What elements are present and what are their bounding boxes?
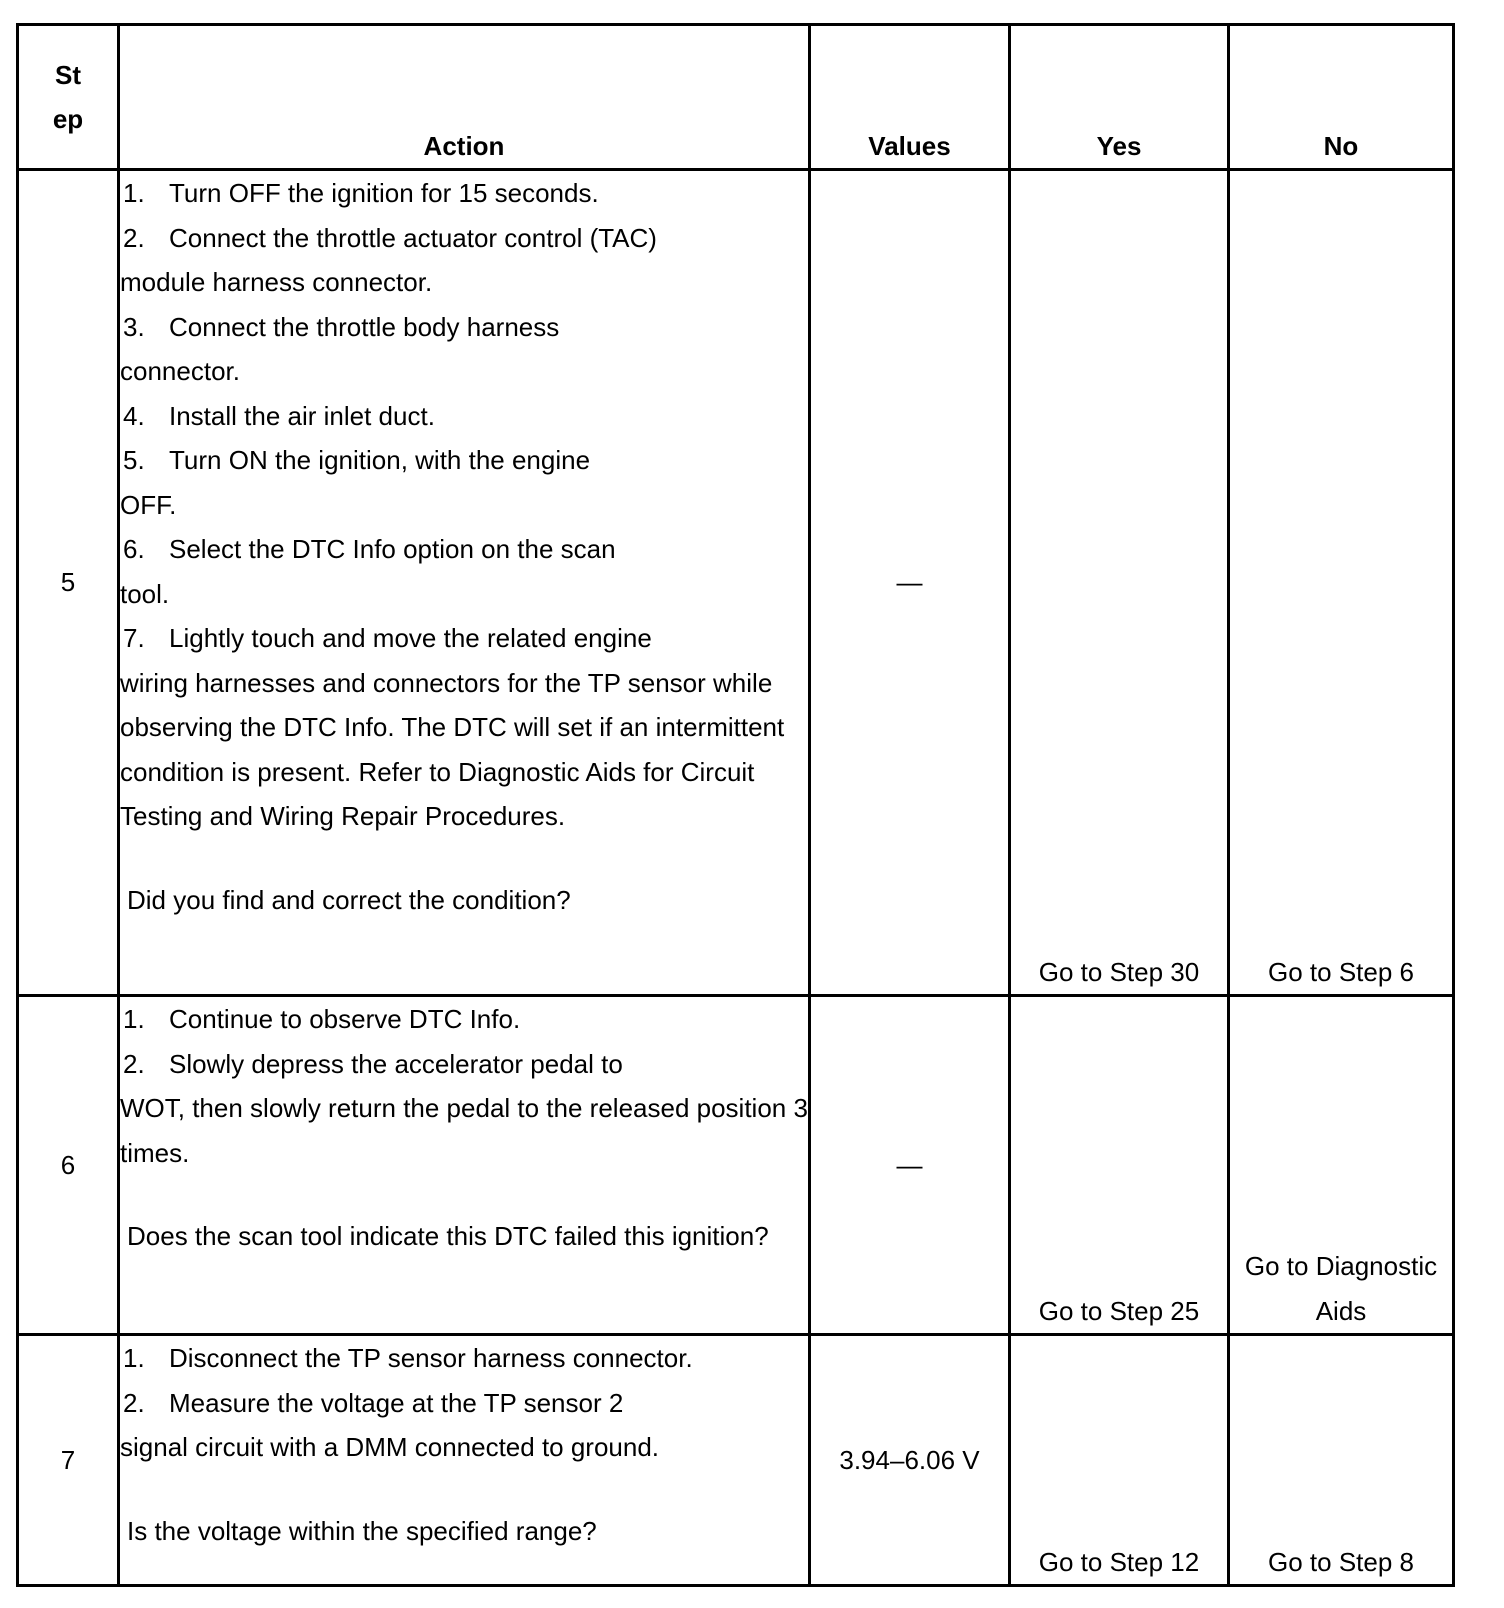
action-item-text: Install the air inlet duct. — [169, 400, 435, 431]
action-item-number: 7. — [123, 623, 145, 653]
action-item-continuation: signal circuit with a DMM connected to ground. — [120, 1432, 660, 1462]
action-item — [120, 1042, 808, 1087]
step-number: 5 — [18, 170, 119, 996]
action-item-continuation: wiring harnesses and connectors for the TP sensor while observing the DTC Info. The DTC will set if an intermittent condition is present. Refer to Diagnostic Aids for Circuit Testing and Wiring Repair Procedures. — [120, 667, 785, 831]
action-item — [120, 171, 808, 216]
no-cell: Go to Step 6 — [1229, 170, 1454, 996]
header-action: Action — [119, 25, 810, 170]
action-item — [120, 1336, 808, 1381]
action-item — [120, 616, 808, 661]
header-step-line1: St — [55, 59, 81, 90]
action-item — [120, 438, 808, 483]
table-row — [18, 1335, 1454, 1586]
values-cell: — — [810, 996, 1010, 1335]
action-item-text: Slowly depress the accelerator pedal to — [169, 1048, 623, 1079]
action-item-number: 1. — [123, 1343, 145, 1373]
action-item — [120, 394, 808, 439]
question-text: Is the voltage within the specified range? — [127, 1515, 597, 1546]
step-number: 7 — [18, 1335, 119, 1586]
action-item-text: Connect the throttle actuator control (TAC) — [169, 222, 657, 253]
header-step-line2: ep — [52, 104, 84, 134]
action-item-number: 2. — [123, 1048, 145, 1079]
header-step — [18, 25, 119, 170]
header-yes: Yes — [1010, 25, 1229, 170]
step-number: 6 — [18, 996, 119, 1335]
action-item — [120, 527, 808, 572]
question-text: Did you find and correct the condition? — [127, 884, 571, 915]
header-values: Values — [810, 25, 1010, 170]
action-item — [120, 305, 808, 350]
action-item-continuation: OFF. — [120, 489, 177, 520]
action-item-continuation: tool. — [120, 578, 170, 609]
action-item-number: 6. — [123, 534, 145, 564]
header-no: No — [1229, 25, 1454, 170]
values-cell: — — [810, 170, 1010, 996]
action-item-continuation: connector. — [120, 356, 240, 386]
question-text: Does the scan tool indicate this DTC failed this ignition? — [127, 1221, 769, 1251]
action-item-number: 1. — [123, 1004, 145, 1034]
action-item-text: Continue to observe DTC Info. — [169, 1004, 521, 1034]
action-item — [120, 997, 808, 1042]
action-item-continuation: WOT, then slowly return the pedal to the released position 3 times. — [120, 1093, 808, 1168]
action-item-number: 4. — [123, 400, 145, 431]
action-item-number: 2. — [123, 222, 145, 253]
action-item-text: Disconnect the TP sensor harness connector. — [169, 1343, 693, 1373]
diagnostic-table — [16, 23, 1455, 1587]
yes-cell: Go to Step 12 — [1010, 1335, 1229, 1586]
action-item-text: Lightly touch and move the related engine — [169, 623, 652, 653]
yes-cell: Go to Step 25 — [1010, 996, 1229, 1335]
action-item — [120, 216, 808, 261]
action-item — [120, 1381, 808, 1426]
action-item-text: Connect the throttle body harness — [169, 311, 560, 342]
action-item-text: Turn OFF the ignition for 15 seconds. — [169, 178, 599, 208]
no-cell: Go to Diagnostic Aids — [1229, 996, 1454, 1335]
no-cell: Go to Step 8 — [1229, 1335, 1454, 1586]
action-item-text: Select the DTC Info option on the scan — [169, 534, 616, 564]
yes-cell: Go to Step 30 — [1010, 170, 1229, 996]
table-row — [18, 170, 1454, 996]
action-item-text: Measure the voltage at the TP sensor 2 — [169, 1387, 624, 1418]
action-item-number: 2. — [123, 1387, 145, 1418]
values-cell: 3.94–6.06 V — [810, 1335, 1010, 1586]
action-cell — [119, 170, 810, 996]
action-cell — [119, 1335, 810, 1586]
action-item-continuation: module harness connector. — [120, 267, 433, 297]
action-cell — [119, 996, 810, 1335]
action-item-number: 3. — [123, 311, 145, 342]
action-item-number: 5. — [123, 445, 145, 475]
table-row — [18, 996, 1454, 1335]
action-item-number: 1. — [123, 178, 145, 208]
action-item-text: Turn ON the ignition, with the engine — [169, 445, 591, 475]
header-row — [18, 25, 1454, 170]
